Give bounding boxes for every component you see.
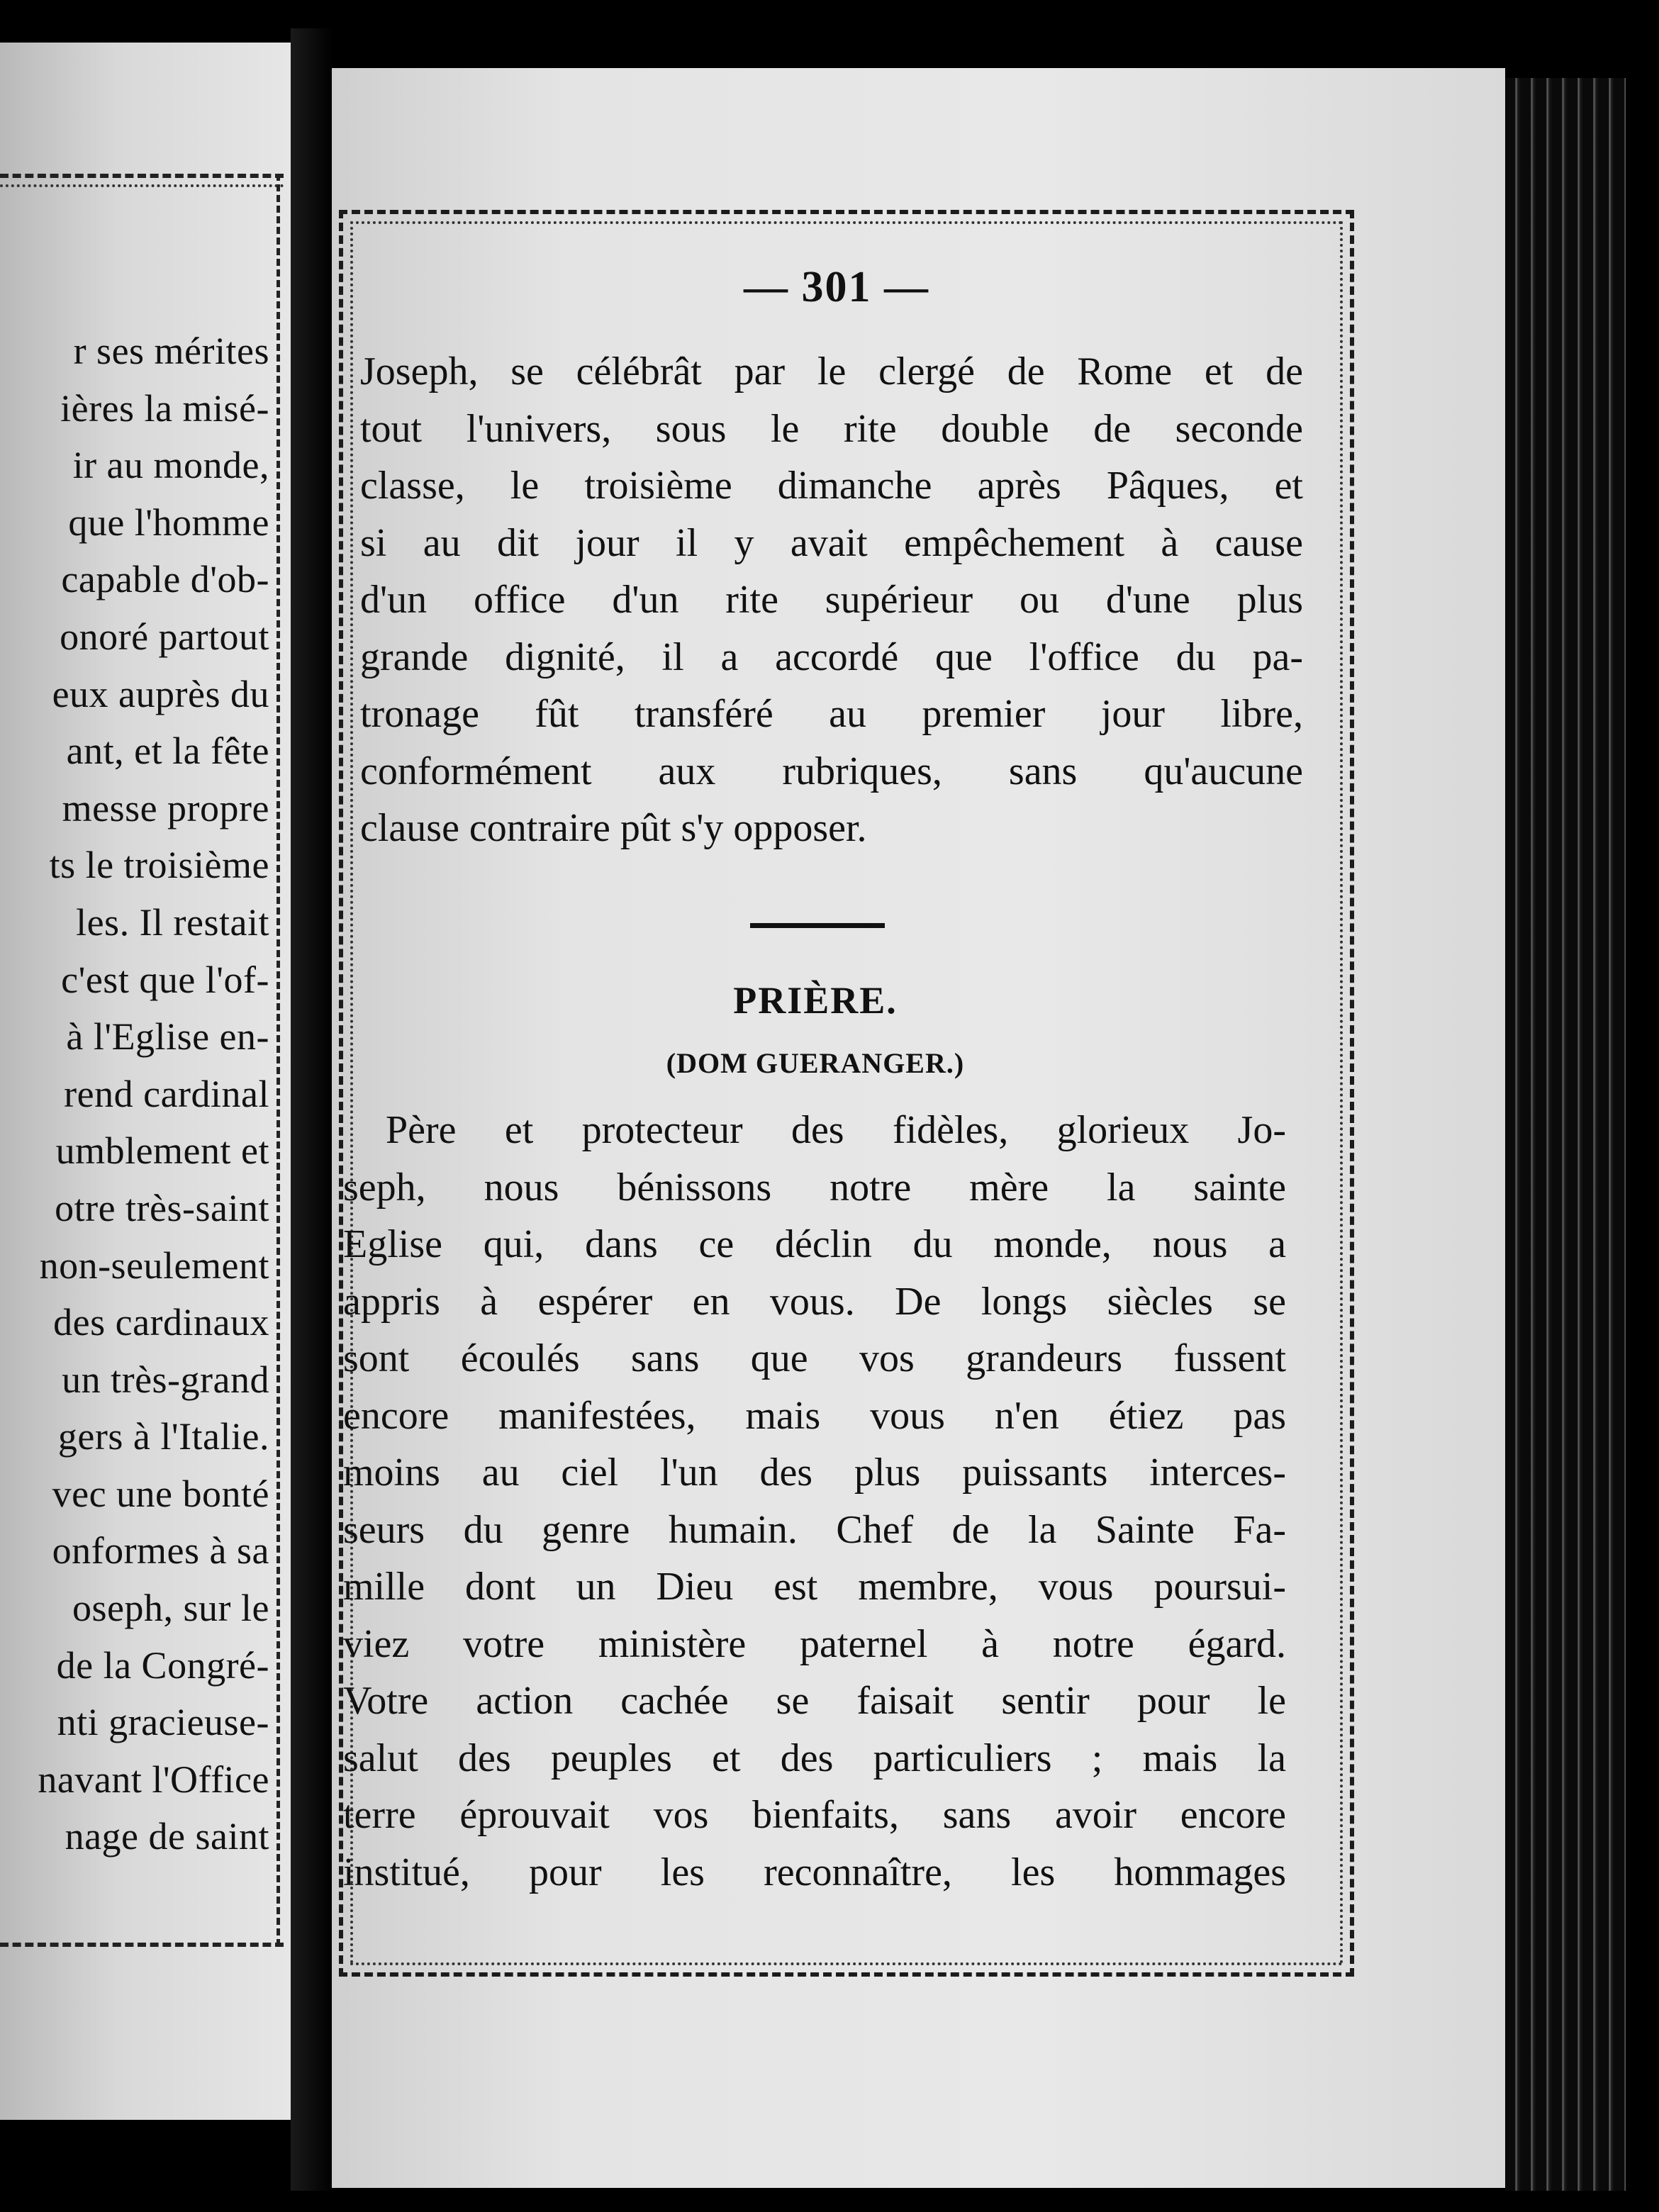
left-page-line: nage de saint (65, 1815, 269, 1858)
paragraph-1-line: grande dignité, il a accordé que l'office du pa- (360, 635, 1303, 679)
left-page-line: eux auprès du (52, 672, 269, 715)
left-page-line: non-seulement (39, 1244, 269, 1287)
paragraph-2-line: moins au ciel l'un des plus puissants interces- (343, 1451, 1286, 1495)
paragraph-2-line: seurs du genre humain. Chef de la Sainte Fa- (343, 1507, 1286, 1552)
book-gutter (291, 28, 333, 2191)
left-page-line: onformes à sa (52, 1529, 269, 1573)
paragraph-2-line: salut des peuples et des particuliers ; mais la (343, 1736, 1286, 1780)
left-page-line: messe propre (62, 786, 269, 830)
left-page-line: otre très-saint (55, 1186, 269, 1229)
paragraph-2-line: Père et protecteur des fidèles, glorieux Jo- (386, 1108, 1286, 1152)
left-page-line: navant l'Office (38, 1758, 269, 1801)
paragraph-1-line: Joseph, se célébrât par le clergé de Rome et de (360, 350, 1303, 393)
paragraph-1-line: clause contraire pût s'y opposer. (360, 806, 867, 850)
section-divider (750, 923, 885, 928)
paragraph-2-line: institué, pour les reconnaître, les hommages (343, 1850, 1286, 1894)
left-page-border-top (0, 174, 284, 178)
left-page-line: que l'homme (68, 501, 269, 544)
page-number: — 301 — (744, 263, 929, 311)
left-page-line: onoré partout (60, 615, 269, 658)
left-page-fragment (0, 43, 291, 2120)
paragraph-2-line: encore manifestées, mais vous n'en étiez pas (343, 1393, 1286, 1438)
paragraph-1-line: classe, le troisième dimanche après Pâques, et (360, 464, 1303, 508)
left-page-line: les. Il restait (76, 900, 269, 944)
left-page-line: nti gracieuse- (57, 1701, 269, 1744)
left-page-line: à l'Eglise en- (66, 1015, 269, 1058)
left-page-border-top-inner (0, 184, 284, 187)
left-page-line: umblement et (55, 1129, 269, 1173)
paragraph-2-line: appris à espérer en vous. De longs siècles se (343, 1279, 1286, 1324)
left-page-line: un très-grand (62, 1358, 269, 1401)
prayer-title: PRIÈRE. (733, 979, 898, 1022)
paragraph-1-line: d'un office d'un rite supérieur ou d'une plus (360, 578, 1303, 622)
paragraph-1-line: conformément aux rubriques, sans qu'aucune (360, 749, 1303, 793)
left-page-line: de la Congré- (56, 1643, 269, 1687)
left-page-line: ières la misé- (60, 386, 269, 430)
paragraph-2-line: seph, nous bénissons notre mère la sainte (343, 1165, 1286, 1210)
left-page-border-bottom (0, 1943, 284, 1947)
left-page-line: c'est que l'of- (61, 958, 269, 1001)
paragraph-2-line: terre éprouvait vos bienfaits, sans avoir encore (343, 1793, 1286, 1837)
left-page-line: gers à l'Italie. (57, 1415, 269, 1458)
paragraph-2-line: sont écoulés sans que vos grandeurs fussent (343, 1336, 1286, 1380)
paragraph-1-line: tout l'univers, sous le rite double de seconde (360, 406, 1303, 451)
left-page-border-right (276, 174, 280, 1946)
page-edges (1505, 78, 1626, 2191)
paragraph-2 (343, 1102, 1286, 1901)
left-page-line: capable d'ob- (61, 558, 269, 601)
left-page-line: ant, et la fête (66, 730, 269, 773)
left-page-line: oseph, sur le (72, 1587, 269, 1630)
paragraph-1 (360, 343, 1303, 857)
left-page-line: ir au monde, (72, 444, 269, 487)
left-page-line: r ses mérites (73, 330, 269, 372)
paragraph-1-line: tronage fût transféré au premier jour libre, (360, 692, 1303, 736)
paragraph-2-line: mille dont un Dieu est membre, vous poursui- (343, 1565, 1286, 1609)
paragraph-1-line: si au dit jour il y avait empêchement à cause (360, 520, 1303, 565)
left-page-line: des cardinaux (53, 1301, 269, 1344)
paragraph-2-line: Eglise qui, dans ce déclin du monde, nous a (343, 1222, 1286, 1266)
left-page-text (0, 323, 269, 1865)
left-page-line: ts le troisième (49, 844, 269, 887)
paragraph-2-line: Votre action cachée se faisait sentir pour le (343, 1679, 1286, 1723)
paragraph-2-line: viez votre ministère paternel à notre égard. (343, 1621, 1286, 1666)
prayer-author: (DOM GUERANGER.) (666, 1047, 965, 1079)
left-page-line: vec une bonté (52, 1472, 269, 1515)
left-page-line: rend cardinal (64, 1072, 269, 1115)
